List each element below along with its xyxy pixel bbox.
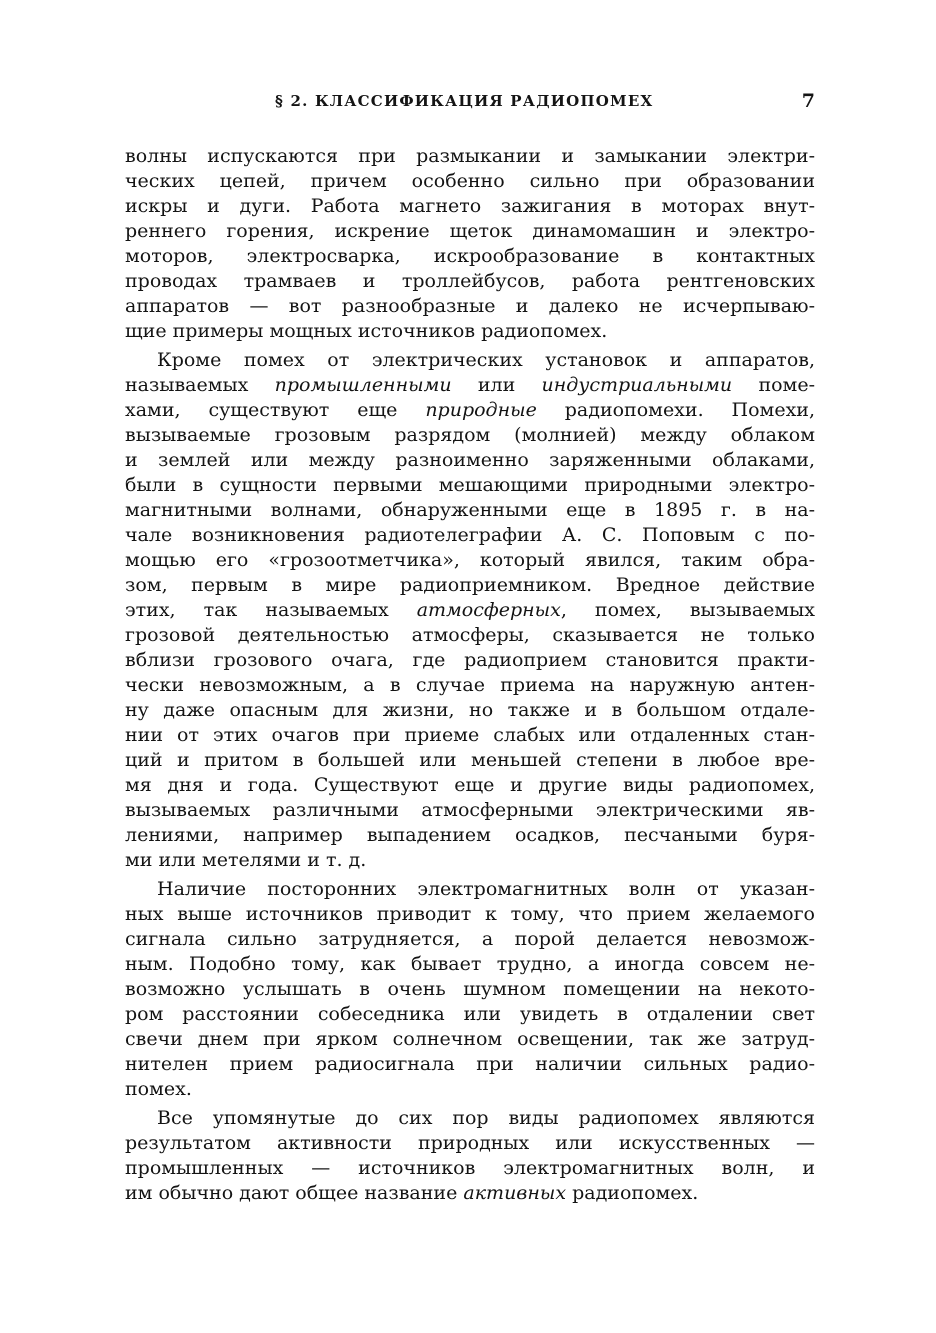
text-segment: вызываемые грозовым разрядом (молнией) между облаком	[125, 424, 815, 446]
text-segment: и землей или между разноименно заряженными облаками,	[125, 449, 815, 471]
body-text	[125, 144, 815, 1206]
italic-term: природные	[425, 399, 537, 421]
text-line	[125, 1131, 815, 1156]
text-segment: магнитными волнами, обнаруженными еще в 1895 г. в на-	[125, 499, 815, 521]
italic-term: активных	[463, 1182, 567, 1204]
text-line	[125, 169, 815, 194]
text-segment: хами, существуют еще	[125, 399, 426, 421]
text-segment: аппаратов — вот разнообразные и далеко не исчерпываю-	[125, 295, 815, 317]
text-segment: чале возникновения радиотелеграфии А. С. Поповым с по-	[125, 524, 815, 546]
text-segment: ных выше источников приводит к тому, что прием желаемого	[125, 903, 815, 925]
text-line	[125, 723, 815, 748]
text-segment: нителен прием радиосигнала при наличии сильных радио-	[125, 1053, 815, 1075]
text-line	[125, 1106, 815, 1131]
text-segment: моторов, электросварка, искрообразование в контактных	[125, 245, 815, 267]
text-line	[125, 598, 815, 623]
text-line	[125, 798, 815, 823]
text-line	[125, 1052, 815, 1077]
text-line	[125, 498, 815, 523]
text-segment: результатом активности природных или искусственных —	[125, 1132, 815, 1154]
text-segment: этих, так называемых	[125, 599, 417, 621]
text-segment: ным. Подобно тому, как бывает трудно, а иногда совсем не-	[125, 953, 815, 975]
text-segment: вблизи грозового очага, где радиоприем становится практи-	[125, 649, 815, 671]
text-segment: сигнала сильно затрудняется, а порой делается невозмож-	[125, 928, 815, 950]
text-segment: , помех, вызываемых	[560, 599, 815, 621]
text-line	[125, 977, 815, 1002]
text-segment: Кроме помех от электрических установок и аппаратов,	[157, 349, 815, 371]
text-line	[125, 244, 815, 269]
text-segment: зом, первым в мире радиоприемником. Вредное действие	[125, 574, 815, 596]
text-line	[125, 698, 815, 723]
text-segment: волны испускаются при размыкании и замыкании электри-	[125, 145, 815, 167]
italic-term: промышленными	[274, 374, 452, 396]
text-line	[125, 1156, 815, 1181]
text-segment: лениями, например выпадением осадков, песчаными буря-	[125, 824, 815, 846]
text-segment: возможно услышать в очень шумном помещении на некото-	[125, 978, 815, 1000]
text-line	[125, 952, 815, 977]
text-segment: промышленных — источников электромагнитных волн, и	[125, 1157, 815, 1179]
text-line	[125, 1077, 815, 1102]
text-segment: называемых	[125, 374, 275, 396]
text-line	[125, 1002, 815, 1027]
text-segment: ческих цепей, причем особенно сильно при образовании	[125, 170, 815, 192]
text-segment: ром расстоянии собеседника или увидеть в отдалении свет	[125, 1003, 815, 1025]
text-line	[125, 548, 815, 573]
paragraph	[125, 877, 815, 1102]
text-segment: им обычно дают общее название	[125, 1182, 464, 1204]
text-segment: радиопомехи. Помехи,	[536, 399, 815, 421]
text-line	[125, 648, 815, 673]
text-segment: ми или метелями и т. д.	[125, 849, 367, 871]
text-line	[125, 144, 815, 169]
text-line	[125, 269, 815, 294]
italic-term: атмосферных	[416, 599, 561, 621]
text-segment: вызываемых различными атмосферными электрическими яв-	[125, 799, 815, 821]
text-segment: были в сущности первыми мешающими природными электро-	[125, 474, 815, 496]
text-line	[125, 398, 815, 423]
paragraph	[125, 1106, 815, 1206]
text-line	[125, 673, 815, 698]
text-line	[125, 473, 815, 498]
text-segment: ций и притом в большей или меньшей степени в любое вре-	[125, 749, 815, 771]
text-line	[125, 823, 815, 848]
text-line	[125, 194, 815, 219]
text-line	[125, 748, 815, 773]
text-segment: свечи днем при ярком солнечном освещении, так же затруд-	[125, 1028, 815, 1050]
text-line	[125, 523, 815, 548]
text-segment: поме-	[732, 374, 815, 396]
text-segment: искры и дуги. Работа магнето зажигания в моторах внут-	[125, 195, 815, 217]
running-head: § 2. КЛАССИФИКАЦИЯ РАДИОПОМЕХ	[275, 92, 654, 110]
paragraph	[125, 348, 815, 873]
page-header	[125, 88, 815, 118]
text-segment: реннего горения, искрение щеток динамомашин и электро-	[125, 220, 815, 242]
text-line	[125, 294, 815, 319]
text-line	[125, 902, 815, 927]
text-segment: мощью его «грозоотметчика», который явился, таким обра-	[125, 549, 815, 571]
text-line	[125, 877, 815, 902]
text-segment: ну даже опасным для жизни, но также и в большом отдале-	[125, 699, 815, 721]
text-line	[125, 373, 815, 398]
text-segment: Все упомянутые до сих пор виды радиопомех являются	[157, 1107, 815, 1129]
text-segment: грозовой деятельностью атмосферы, сказывается не только	[125, 624, 815, 646]
italic-term: индустриальными	[541, 374, 733, 396]
text-line	[125, 219, 815, 244]
text-line	[125, 927, 815, 952]
text-segment: щие примеры мощных источников радиопомех.	[125, 320, 608, 342]
text-line	[125, 623, 815, 648]
text-line	[125, 1181, 815, 1206]
text-segment: Наличие посторонних электромагнитных волн от указан-	[157, 878, 815, 900]
text-line	[125, 573, 815, 598]
text-segment: или	[451, 374, 542, 396]
text-segment: радиопомех.	[566, 1182, 699, 1204]
text-line	[125, 319, 815, 344]
text-line	[125, 773, 815, 798]
text-segment: нии от этих очагов при приеме слабых или отдаленных стан-	[125, 724, 815, 746]
text-line	[125, 448, 815, 473]
text-line	[125, 423, 815, 448]
paragraph	[125, 144, 815, 344]
text-line	[125, 1027, 815, 1052]
text-segment: чески невозможным, а в случае приема на наружную антен-	[125, 674, 815, 696]
text-segment: помех.	[125, 1078, 192, 1100]
text-line	[125, 348, 815, 373]
text-segment: мя дня и года. Существуют еще и другие виды радиопомех,	[125, 774, 815, 796]
text-segment: проводах трамваев и троллейбусов, работа рентгеновских	[125, 270, 815, 292]
text-line	[125, 848, 815, 873]
page-number: 7	[801, 90, 815, 112]
